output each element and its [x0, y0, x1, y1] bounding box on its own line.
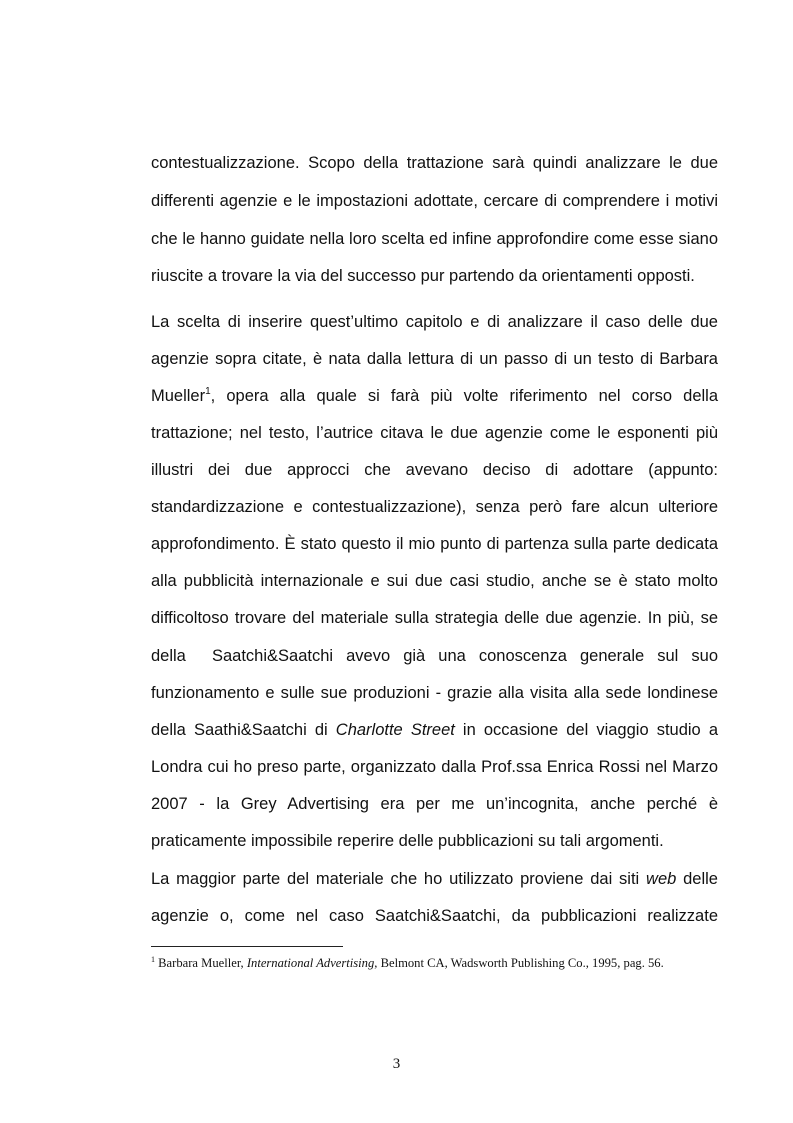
- body-text-line: della Saatchi&Saatchi avevo già una conoscenza generale sul suo: [151, 647, 718, 665]
- body-text-line: che le hanno guidate nella loro scelta ed infine approfondire come esse siano: [151, 230, 718, 248]
- footnote-reference: 1: [205, 386, 211, 397]
- footnote-details: , Belmont CA, Wadsworth Publishing Co., 1995, pag. 56.: [374, 956, 664, 970]
- footnote-author: Barbara Mueller,: [158, 956, 247, 970]
- body-text-line: difficoltoso trovare del materiale sulla strategia delle due agenzie. In più, se: [151, 609, 718, 627]
- footnote-separator: [151, 946, 343, 947]
- body-text-line: praticamente impossibile reperire delle pubblicazioni su tali argomenti.: [151, 832, 664, 850]
- body-text-line: illustri dei due approcci che avevano deciso di adottare (appunto:: [151, 461, 718, 479]
- footnote: [151, 956, 718, 971]
- text-segment: in occasione del viaggio studio a: [454, 721, 718, 739]
- body-text-line: approfondimento. È stato questo il mio punto di partenza sulla parte dedicata: [151, 535, 718, 553]
- body-text-line: Londra cui ho preso parte, organizzato dalla Prof.ssa Enrica Rossi nel Marzo: [151, 758, 718, 776]
- body-text-line: differenti agenzie e le impostazioni adottate, cercare di comprendere i motivi: [151, 192, 718, 210]
- text-segment: della Saathi&Saatchi di: [151, 721, 336, 739]
- body-text-line-with-italic: [151, 869, 718, 889]
- footnote-marker: 1: [151, 955, 155, 964]
- text-segment: , opera alla quale si farà più volte riferimento nel corso della: [210, 387, 718, 405]
- body-text-line-with-footnote-ref: [151, 386, 718, 406]
- body-text-line: standardizzazione e contestualizzazione), senza però fare alcun ulteriore: [151, 498, 718, 516]
- italic-text: Charlotte Street: [335, 721, 455, 739]
- body-text-line: agenzie sopra citate, è nata dalla lettura di un passo di un testo di Barbara: [151, 350, 718, 368]
- body-text-line: funzionamento e sulle sue produzioni - grazie alla visita alla sede londinese: [151, 684, 718, 702]
- footnote-title: International Advertising: [246, 956, 375, 970]
- text-segment: Mueller: [151, 387, 206, 405]
- text-segment: La maggior parte del materiale che ho utilizzato proviene dai siti: [151, 870, 647, 888]
- page-number: 3: [392, 1056, 401, 1072]
- body-text-line: alla pubblicità internazionale e sui due casi studio, anche se è stato molto: [151, 572, 718, 590]
- body-text-line: 2007 - la Grey Advertising era per me un’incognita, anche perché è: [151, 795, 718, 813]
- body-text-line: contestualizzazione. Scopo della trattazione sarà quindi analizzare le due: [151, 154, 718, 172]
- text-segment: delle: [676, 870, 718, 888]
- body-text-line: trattazione; nel testo, l’autrice citava le due agenzie come le esponenti più: [151, 424, 718, 442]
- body-text-line-with-italic: [151, 720, 718, 740]
- body-text-line: agenzie o, come nel caso Saatchi&Saatchi, da pubblicazioni realizzate: [151, 907, 718, 925]
- body-text-line: riuscite a trovare la via del successo pur partendo da orientamenti opposti.: [151, 267, 695, 285]
- italic-text: web: [646, 870, 677, 888]
- body-text-line: La scelta di inserire quest’ultimo capitolo e di analizzare il caso delle due: [151, 313, 718, 331]
